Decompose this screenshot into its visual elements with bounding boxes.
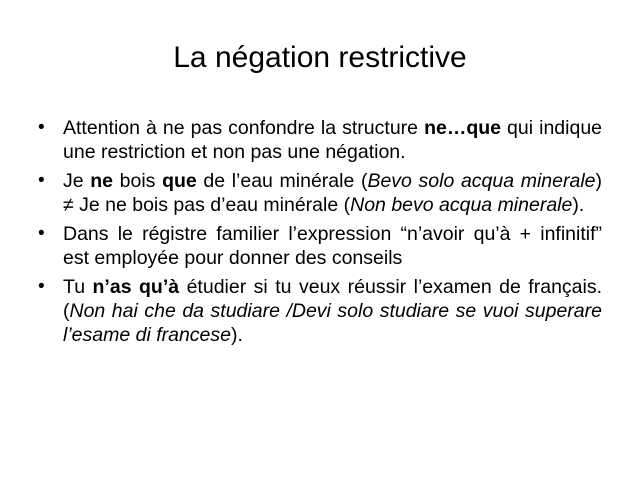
bullet-text-segment: qui indique une restriction et non pas une négation. <box>63 117 603 163</box>
bullet-text-segment: de l’eau minérale ( <box>196 170 368 192</box>
bullet-text-segment: bois <box>113 170 163 192</box>
bullet-text-segment: ne <box>90 170 113 192</box>
bullet-text-segment: ) ≠ Je ne bois pas d’eau minérale ( <box>63 170 602 216</box>
bullet-text-segment: Je <box>63 170 91 192</box>
bullet-item-3 <box>38 222 602 270</box>
bullet-item-4 <box>38 275 602 347</box>
bullet-text-segment: Dans le régistre familier l’expression “n’avoir qu’à + infinitif” est employée pour donner des conseils <box>63 223 602 269</box>
bullet-text-segment: Bevo solo acqua minerale <box>367 170 596 192</box>
bullet-item-1 <box>38 116 602 164</box>
bullet-text-segment: ne…que <box>424 117 501 139</box>
bullet-text-segment: Non bevo acqua minerale <box>350 194 573 216</box>
bullet-dot-icon: • <box>38 276 45 297</box>
bullet-text-segment: étudier si tu veux réussir l’examen de français. ( <box>63 276 603 322</box>
bullet-text-segment: ). <box>572 194 585 216</box>
bullet-text-segment: Attention à ne pas confondre la structure <box>63 117 425 139</box>
bullet-text-segment: que <box>162 170 197 192</box>
bullet-item-2 <box>38 169 602 217</box>
bullet-list <box>38 116 602 352</box>
bullet-text-segment: Tu <box>63 276 93 298</box>
bullet-dot-icon: • <box>38 117 45 138</box>
bullet-dot-icon: • <box>38 223 45 244</box>
bullet-text-segment: n’as qu’à <box>92 276 180 298</box>
slide-title: La négation restrictive <box>173 41 467 74</box>
bullet-text-segment: ). <box>231 324 243 346</box>
bullet-text-segment: Non hai che da studiare /Devi solo studiare se vuoi superare l’esame di francese <box>63 300 602 346</box>
bullet-dot-icon: • <box>38 170 45 191</box>
